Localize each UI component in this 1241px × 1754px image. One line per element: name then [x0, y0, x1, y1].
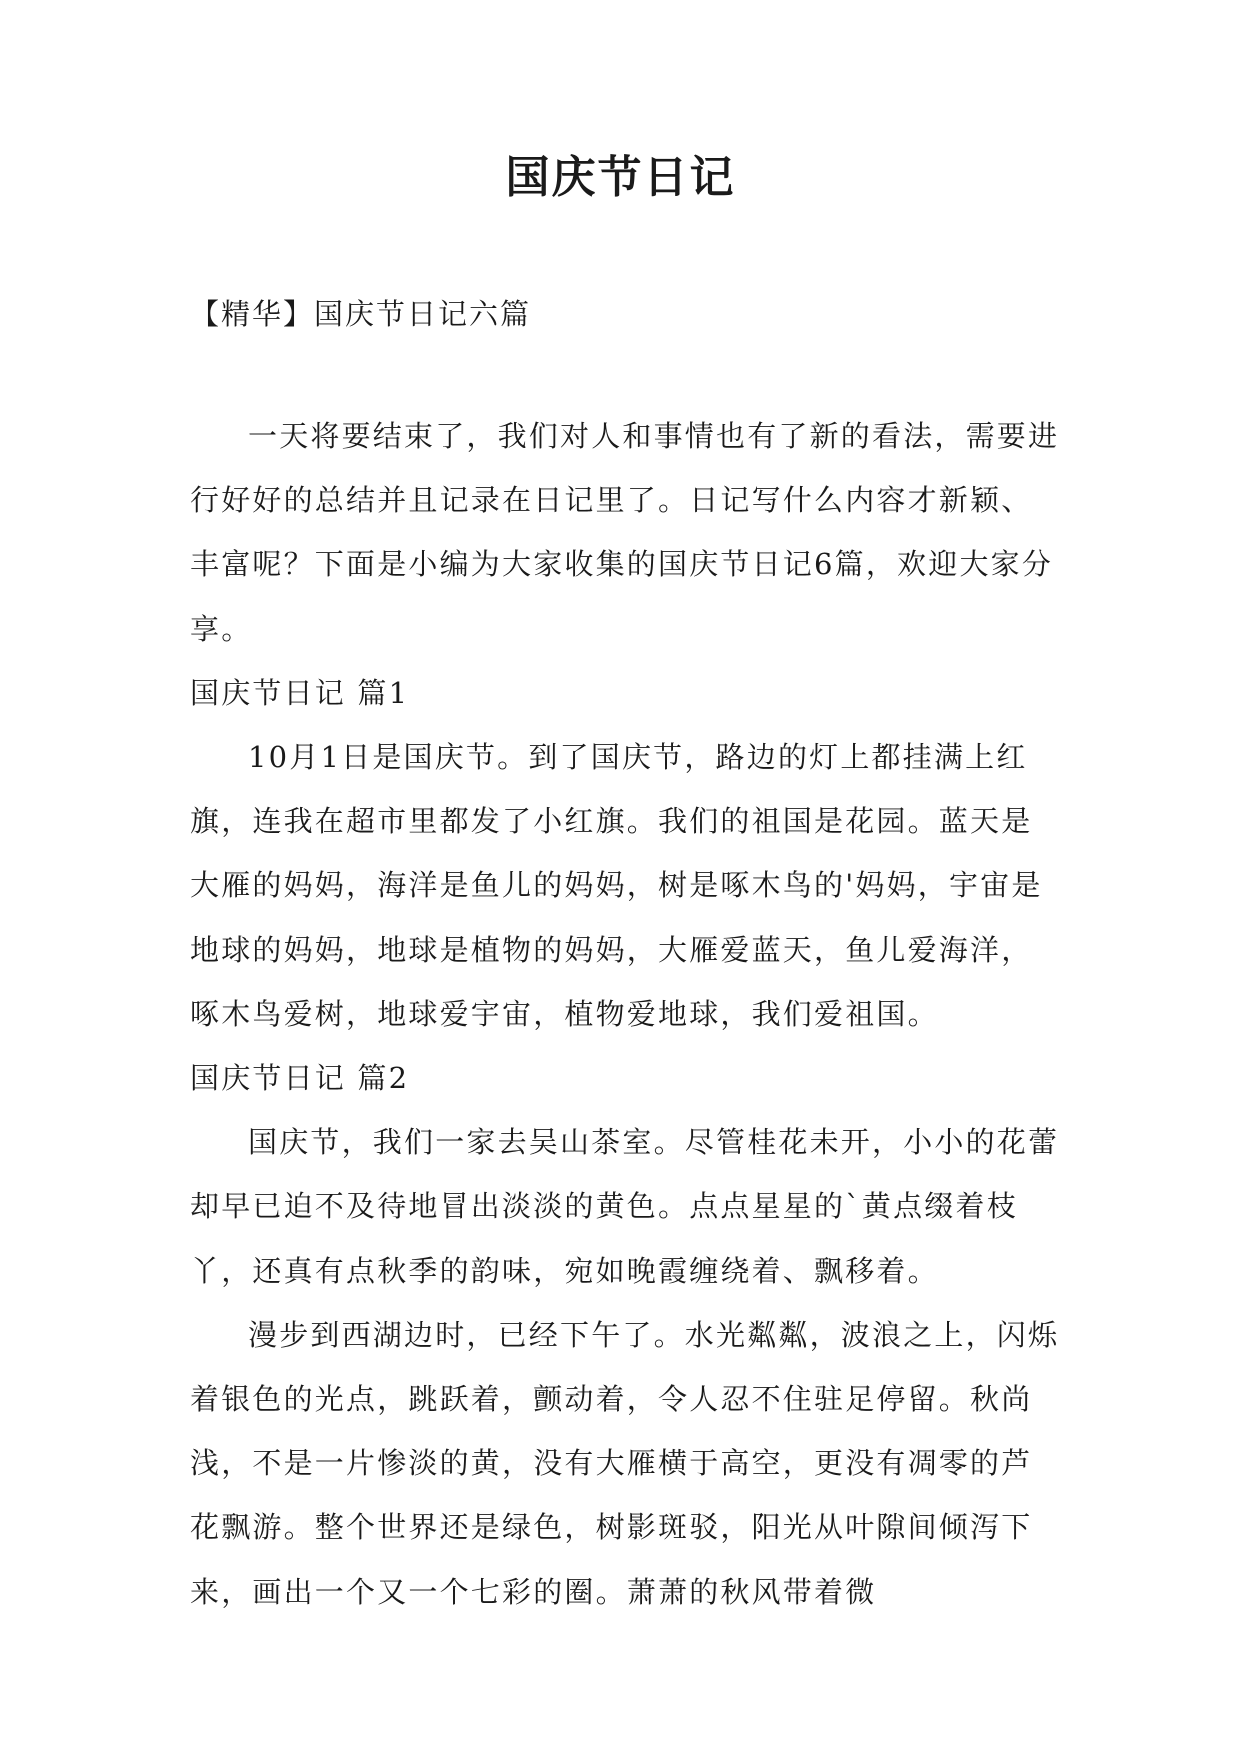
section-heading: 国庆节日记 篇2 [190, 1061, 410, 1096]
document-body [190, 404, 1060, 1624]
body-paragraph: 一天将要结束了，我们对人和事情也有了新的看法，需要进行好好的总结并且记录在日记里了。日记写什么内容才新颖、丰富呢？下面是小编为大家收集的国庆节日记6篇，欢迎大家分享。 [190, 419, 1060, 646]
document-title: 国庆节日记 [505, 152, 736, 203]
body-paragraph: 漫步到西湖边时，已经下午了。水光粼粼，波浪之上，闪烁着银色的光点，跳跃着，颤动着，令人忍不住驻足停留。秋尚浅，不是一片惨淡的黄，没有大雁横于高空，更没有凋零的芦花飘游。整个世界还是绿色，树影斑驳，阳光从叶隙间倾泻下来，画出一个又一个七彩的圈。萧萧的秋风带着微 [190, 1317, 1060, 1609]
document-subtitle: 【精华】国庆节日记六篇 [190, 297, 532, 331]
body-paragraph: 10月1日是国庆节。到了国庆节，路边的灯上都挂满上红旗，连我在超市里都发了小红旗。我们的祖国是花园。蓝天是大雁的妈妈，海洋是鱼儿的妈妈，树是啄木鸟的'妈妈，宇宙是地球的妈妈，地球是植物的妈妈，大雁爱蓝天，鱼儿爱海洋，啄木鸟爱树，地球爱宇宙，植物爱地球，我们爱祖国。 [190, 740, 1043, 1031]
body-paragraph: 国庆节，我们一家去吴山茶室。尽管桂花未开，小小的花蕾却早已迫不及待地冒出淡淡的黄色。点点星星的`黄点缀着枝丫，还真有点秋季的韵味，宛如晚霞缠绕着、飘移着。 [190, 1125, 1060, 1288]
section-heading: 国庆节日记 篇1 [190, 675, 410, 710]
